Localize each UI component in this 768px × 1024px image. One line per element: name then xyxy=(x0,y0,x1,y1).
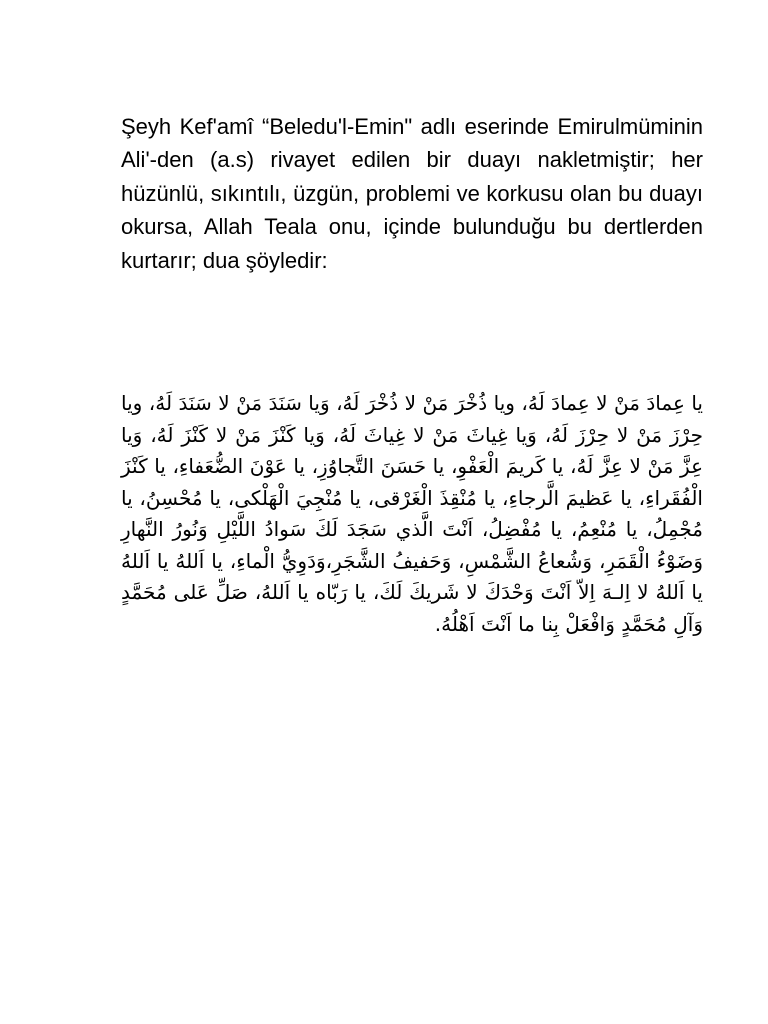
arabic-prayer-paragraph: يا عِمادَ مَنْ لا عِمادَ لَهُ، ويا ذُخْرَ مَنْ لا ذُخْرَ لَهُ، وَيا سَنَدَ مَنْ لا سَنَدَ لَهُ، ويا حِرْزَ مَنْ لا حِرْزَ لَهُ، وَيا غِياثَ مَنْ لا غِياثَ لَهُ، وَيا كَنْزَ مَنْ لا كَنْزَ لَهُ، وَيا عِزَّ مَنْ لا عِزَّ لَهُ، يا كَريمَ الْعَفْوِ، يا حَسَنَ التَّجاوُزِ، يا عَوْنَ الضُّعَفاءِ، يا كَنْزَ الْفُقَراءِ، يا عَظيمَ الَّرجاءِ، يا مُنْقِذَ الْغَرْقى، يا مُنْجِيَ الْهَلْكى، يا مُحْسِنُ، يا مُجْمِلُ، يا مُنْعِمُ، يا مُفْضِلُ، اَنْتَ الَّذي سَجَدَ لَكَ سَوادُ اللَّيْلِ وَنُورُ النَّهارِ وَضَوْءُ الْقَمَرِ، وَشُعاعُ الشَّمْسِ، وَحَفيفُ الشَّجَرِ،وَدَوِيُّ الْماءِ، يا اَللهُ يا اَللهُ يا اَللهُ لا اِلـهَ اِلاّ اَنْتَ وَحْدَكَ لا شَريكَ لَكَ، يا رَبّاه يا اَللهُ، صَلِّ عَلى مُحَمَّدٍ وَآلِ مُحَمَّدٍ وَافْعَلْ بِنا ما اَنْتَ اَهْلُهُ. xyxy=(121,391,703,636)
turkish-paragraph: Şeyh Kef'amî “Beledu'l-Emin" adlı eserinde Emirulmüminin Ali'-den (a.s) rivayet edilen bir duayı nakletmiştir; her hüzünlü, sıkıntılı, üzgün, problemi ve korkusu olan bu duayı okursa, Allah Teala onu, içinde bulunduğu bu dertlerden kurtarır; dua şöyledir: xyxy=(121,114,703,273)
